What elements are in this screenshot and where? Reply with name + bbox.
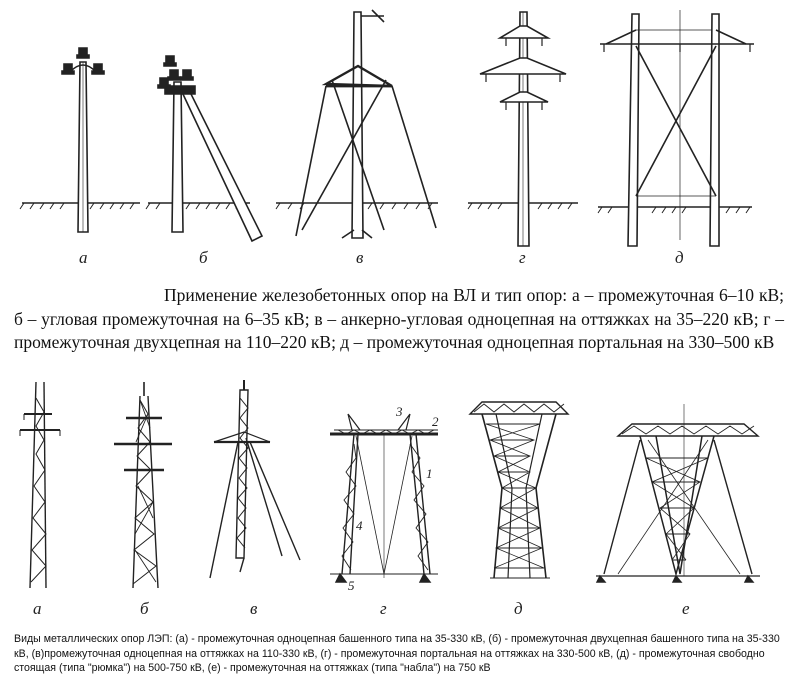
tower-g [330,404,439,593]
metal-towers-figure [0,378,798,630]
part-number-1: 1 [426,466,433,481]
label-a: а [79,248,88,267]
label-v-metal: в [250,599,258,618]
tower-d [470,402,568,578]
tower-e [596,404,760,582]
pole-g [480,12,566,246]
label-d: д [675,248,684,267]
ground-line-d [598,207,752,213]
tower-a [20,382,60,588]
part-number-2: 2 [432,414,439,429]
part-number-5: 5 [348,578,355,593]
tower-b [114,382,172,588]
label-e-metal: е [682,599,690,618]
tower-v [210,380,300,578]
part-number-4: 4 [356,518,363,533]
pole-b [158,56,262,241]
concrete-poles-drawing [0,0,798,275]
part-number-3: 3 [396,404,403,419]
metal-towers-caption: Виды металлических опор ЛЭП: (а) - промежуточная одноцепная башенного типа на 35-330 кВ, (б) - промежуточная двухцепная башенного типа на 35-330 кВ, (в)промежуточная одноцепная на оттяжках на 110-330 кВ, (г) - промежуточная портальная на оттяжках на 330-500 кВ, (д) - промежуточная свободно стоящая (типа "рюмка") на 500-750 кВ, (е) - промежуточная на оттяжках (типа "набла") на 750 кВ [14,633,780,674]
metal-towers-drawing [0,378,798,630]
pole-d [600,10,754,246]
label-b: б [199,248,208,267]
label-d-metal: д [514,599,523,618]
label-g: г [519,248,526,267]
concrete-poles-figure [0,0,798,275]
label-g-metal: г [380,599,387,618]
label-a-metal: а [33,599,42,618]
pole-a [62,48,104,232]
label-v: в [356,248,364,267]
concrete-poles-caption: Применение железобетонных опор на ВЛ и тип опор: а – промежуточная 6–10 кВ; б – угловая промежуточная на 6–35 кВ; в – анкерно-угловая одноцепная на оттяжках на 35–220 кВ; г – промежуточная двухцепная на 110–220 кВ; д – промежуточная одноцепная портальная на 330–500 кВ [14,285,784,352]
label-b-metal: б [140,599,149,618]
